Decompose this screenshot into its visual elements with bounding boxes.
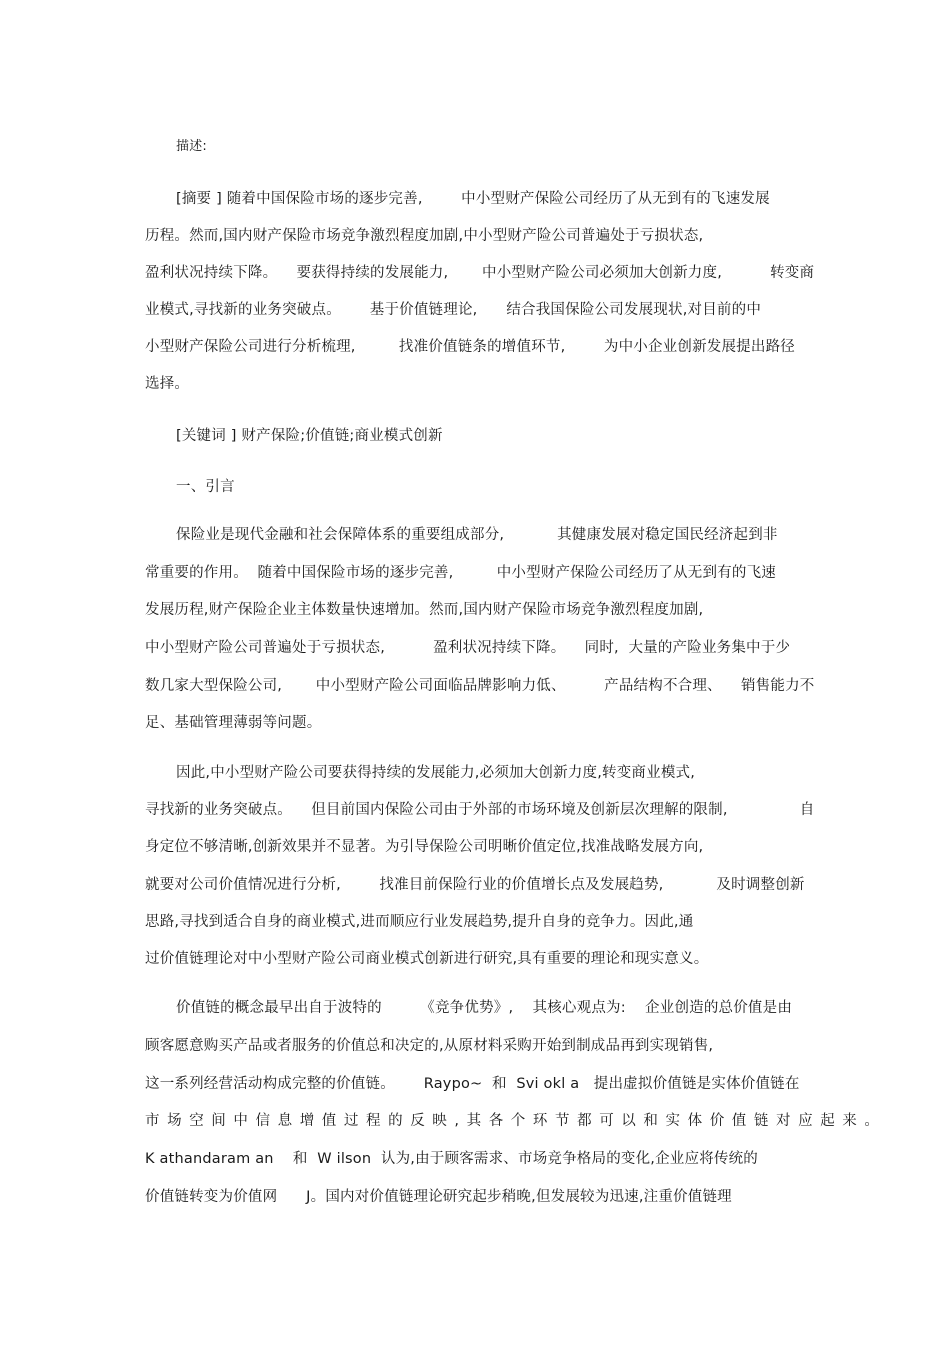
paragraph-line: 数几家大型保险公司, 中小型财产险公司面临品牌影响力低、 产品结构不合理、 销售能力不 bbox=[145, 678, 815, 694]
paragraph-line: 价值链转变为价值网 J。国内对价值链理论研究起步稍晚,但发展较为迅速,注重价值链理 bbox=[145, 1189, 732, 1205]
paragraph-line: 足、基础管理薄弱等问题。 bbox=[145, 715, 322, 731]
paragraph-line: 市场空间中信息增值过程的反映,其各个环节都可以和实体价值链对应起来。 bbox=[145, 1113, 887, 1129]
description-label: 描述: bbox=[176, 139, 207, 154]
abstract-line: 盈利状况持续下降。 要获得持续的发展能力, 中小型财产险公司必须加大创新力度, 转变商 bbox=[145, 265, 815, 281]
paragraph-line: 思路,寻找到适合自身的商业模式,进而顺应行业发展趋势,提升自身的竞争力。因此,通 bbox=[145, 914, 694, 930]
paragraph-line: 发展历程,财产保险企业主体数量快速增加。然而,国内财产保险市场竞争激烈程度加剧, bbox=[145, 602, 704, 618]
abstract-line: 选择。 bbox=[145, 376, 190, 392]
keywords-line: [关键词 ] 财产保险;价值链;商业模式创新 bbox=[176, 428, 443, 444]
section-heading: 一、引言 bbox=[176, 479, 235, 495]
paragraph-line: 价值链的概念最早出自于波特的 《竞争优势》, 其核心观点为: 企业创造的总价值是由 bbox=[176, 1000, 793, 1016]
paragraph-line: 身定位不够清晰,创新效果并不显著。为引导保险公司明晰价值定位,找准战略发展方向, bbox=[145, 839, 704, 855]
paragraph-line: 寻找新的业务突破点。 但目前国内保险公司由于外部的市场环境及创新层次理解的限制, 自 bbox=[145, 802, 815, 818]
abstract-line: [摘要 ] 随着中国保险市场的逐步完善, 中小型财产保险公司经历了从无到有的飞速发展 bbox=[176, 191, 770, 207]
abstract-line: 小型财产保险公司进行分析梳理, 找准价值链条的增值环节, 为中小企业创新发展提出路径 bbox=[145, 339, 795, 355]
paragraph-line: 中小型财产险公司普遍处于亏损状态, 盈利状况持续下降。 同时, 大量的产险业务集中于少 bbox=[145, 640, 791, 656]
paragraph-line: 保险业是现代金融和社会保障体系的重要组成部分, 其健康发展对稳定国民经济起到非 bbox=[176, 527, 778, 543]
paragraph-line: 就要对公司价值情况进行分析, 找准目前保险行业的价值增长点及发展趋势, 及时调整创新 bbox=[145, 877, 805, 893]
paragraph-line: 这一系列经营活动构成完整的价值链。 Raypo~ 和 Svi okl a 提出虚拟价值链是实体价值链在 bbox=[145, 1076, 800, 1092]
paragraph-line: 过价值链理论对中小型财产险公司商业模式创新进行研究,具有重要的理论和现实意义。 bbox=[145, 951, 709, 967]
abstract-line: 业模式,寻找新的业务突破点。 基于价值链理论, 结合我国保险公司发展现状,对目前的中 bbox=[145, 302, 762, 318]
paragraph-line: 因此,中小型财产险公司要获得持续的发展能力,必须加大创新力度,转变商业模式, bbox=[176, 765, 696, 781]
paragraph-line: K athandaram an 和 W ilson 认为,由于顾客需求、市场竞争格局的变化,企业应将传统的 bbox=[145, 1151, 759, 1167]
paragraph-line: 常重要的作用。 随着中国保险市场的逐步完善, 中小型财产保险公司经历了从无到有的飞速 bbox=[145, 565, 777, 581]
paragraph-line: 顾客愿意购买产品或者服务的价值总和决定的,从原材料采购开始到制成品再到实现销售, bbox=[145, 1038, 714, 1054]
abstract-line: 历程。然而,国内财产保险市场竞争激烈程度加剧,中小型财产险公司普遍处于亏损状态, bbox=[145, 228, 704, 244]
